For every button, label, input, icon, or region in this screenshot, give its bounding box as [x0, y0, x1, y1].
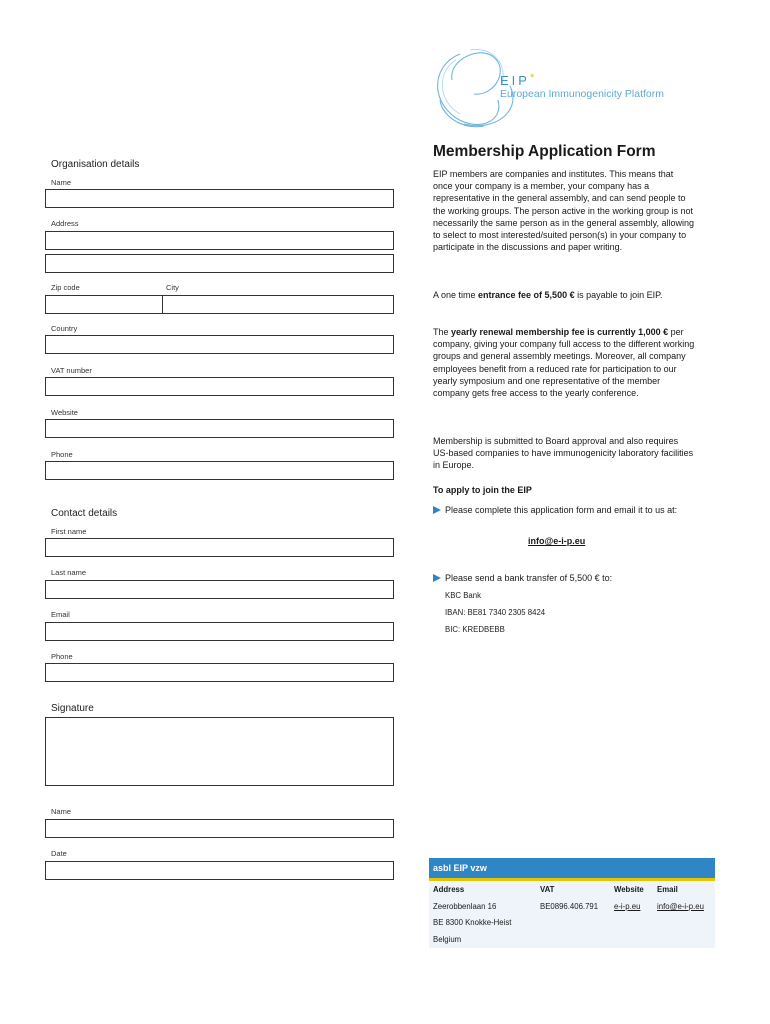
logo-subtitle: European Immunogenicity Platform — [500, 88, 664, 100]
footer-vat-value: BE0896.406.791 — [540, 902, 599, 911]
triangle-bullet-icon — [433, 506, 441, 514]
footer-email-header: Email — [657, 885, 678, 894]
website-field[interactable] — [45, 419, 394, 438]
footer-email-link[interactable]: info@e-i-p.eu — [657, 902, 704, 911]
footer-vat-header: VAT — [540, 885, 555, 894]
triangle-bullet-icon — [433, 574, 441, 582]
org-phone-label: Phone — [51, 450, 73, 459]
zip-code-field[interactable] — [45, 295, 163, 314]
step-bank-transfer — [433, 572, 695, 584]
contact-phone-label: Phone — [51, 652, 73, 661]
fee-suffix: is payable to join EIP. — [574, 290, 663, 300]
first-name-field[interactable] — [45, 538, 394, 557]
footer-website-header: Website — [614, 885, 644, 894]
logo-title — [500, 72, 534, 88]
first-name-label: First name — [51, 527, 87, 536]
entrance-fee-paragraph — [433, 289, 695, 301]
approval-paragraph: Membership is submitted to Board approval and also requires US-based companies to have immunogenicity laboratory facilities in Europe. — [433, 436, 694, 471]
organisation-details-title: Organisation details — [51, 159, 140, 170]
footer-address-line: Zeerobbenlaan 16 — [433, 902, 497, 911]
bank-bic: BIC: KREDBEBB — [445, 625, 505, 634]
vat-number-label: VAT number — [51, 366, 92, 375]
email-field[interactable] — [45, 622, 394, 641]
logo-star: * — [529, 72, 535, 84]
renewal-fee-paragraph — [433, 326, 695, 399]
step-email-form — [433, 504, 695, 516]
footer-info-table — [429, 858, 715, 948]
signature-field[interactable] — [45, 717, 394, 786]
bank-name: KBC Bank — [445, 591, 481, 600]
fee-bold: entrance fee of 5,500 € — [478, 290, 575, 300]
date-label: Date — [51, 849, 67, 858]
date-field[interactable] — [45, 861, 394, 880]
signature-title: Signature — [51, 703, 94, 714]
form-title: Membership Application Form — [433, 143, 656, 160]
footer-accent-strip — [429, 878, 715, 881]
city-field[interactable] — [162, 295, 394, 314]
org-name-label: Name — [51, 178, 72, 187]
last-name-label: Last name — [51, 568, 87, 577]
footer-org-name: asbl EIP vzw — [429, 858, 715, 878]
footer-website-link[interactable]: e-i-p.eu — [614, 902, 641, 911]
footer-address-line: BE 8300 Knokke-Heist — [433, 918, 512, 927]
email-link[interactable]: info@e-i-p.eu — [528, 536, 586, 546]
last-name-field[interactable] — [45, 580, 394, 599]
renewal-prefix: The — [433, 327, 452, 337]
city-label: City — [166, 283, 179, 292]
email-label: Email — [51, 610, 70, 619]
intro-paragraph: EIP members are companies and institutes. This means that once your company is a member, your company has a representative in the general assembly, and can send people to the working groups. The person active in the working group is not necessarily the same person as in the general assembly, allowing to select to most interested/suited person(s) in your company to participate in the discussions and paper writing. — [433, 169, 694, 253]
signature-name-label: Name — [51, 807, 72, 816]
footer-address-header: Address — [433, 885, 465, 894]
step2-text: Please send a bank transfer of 5,500 € to: — [445, 573, 613, 583]
fee-prefix: A one time — [433, 290, 479, 300]
org-phone-field[interactable] — [45, 461, 394, 480]
contact-phone-field[interactable] — [45, 663, 394, 682]
contact-details-title: Contact details — [51, 508, 118, 519]
vat-number-field[interactable] — [45, 377, 394, 396]
step1-text: Please complete this application form and email it to us at: — [445, 505, 678, 515]
country-label: Country — [51, 324, 78, 333]
country-field[interactable] — [45, 335, 394, 354]
org-name-field[interactable] — [45, 189, 394, 208]
website-label: Website — [51, 408, 78, 417]
address-field-1[interactable] — [45, 231, 394, 250]
renewal-bold: yearly renewal membership fee is currently 1,000 € — [451, 327, 669, 337]
footer-address-line: Belgium — [433, 935, 462, 944]
address-label: Address — [51, 219, 79, 228]
apply-heading: To apply to join the EIP — [433, 485, 532, 495]
signature-name-field[interactable] — [45, 819, 394, 838]
address-field-2[interactable] — [45, 254, 394, 273]
zip-code-label: Zip code — [51, 283, 80, 292]
bank-iban: IBAN: BE81 7340 2305 8424 — [445, 608, 546, 617]
renewal-suffix: per company, giving your company full access to the different working groups and general assembly meetings. Moreover, all company employees benefit from a reduced rate for participation to our yearly symposium and one representative of the member company gets free access to the yearly conference. — [433, 327, 695, 399]
logo-title-text: EIP — [500, 73, 530, 88]
